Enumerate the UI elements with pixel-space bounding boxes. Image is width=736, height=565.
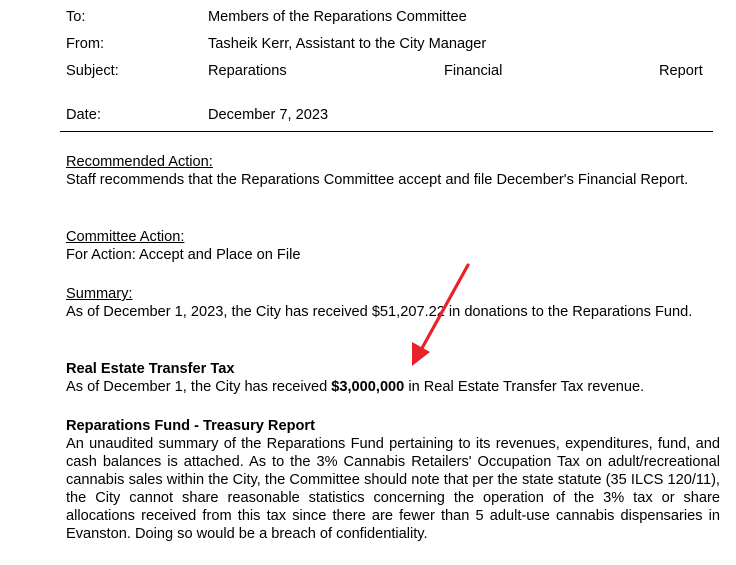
arrow-head — [412, 342, 430, 366]
subject-label: Subject: — [66, 63, 119, 79]
transfer-tax-heading: Real Estate Transfer Tax — [66, 361, 235, 377]
summary-body: As of December 1, 2023, the City has received $51,207.22 in donations to the Reparations Fund. — [66, 304, 693, 320]
from-label: From: — [66, 36, 105, 52]
subject-word-2: Financial — [444, 63, 503, 79]
memo-from-row — [66, 34, 708, 54]
arrow-shaft — [421, 265, 468, 350]
transfer-tax-body-start: As of December 1, the City has received — [66, 379, 332, 395]
to-value: Members of the Reparations Committee — [208, 9, 467, 25]
date-label: Date: — [66, 107, 101, 123]
to-label: To: — [66, 9, 86, 25]
transfer-tax-section — [66, 360, 720, 396]
summary-heading: Summary: — [66, 286, 133, 302]
memo-date-row — [66, 105, 708, 125]
treasury-report-body: An unaudited summary of the Reparations Fund pertaining to its revenues, expenditures, fund, and cash balances is attached. As to the 3% Cannabis Retailers' Occupation Tax on adult/recreational cannabis sales within the City, the Committee should note that per the state statute (35 ILCS 120/11), the City cannot share reasonable statistics concerning the operation of the 3% tax or share allocations received from this tax since there are fewer than 5 adult-use cannabis dispensaries in Evanston. Doing so would be a breach of confidentiality. — [66, 436, 720, 542]
recommended-action-section — [66, 153, 720, 189]
treasury-report-section — [66, 417, 720, 543]
summary-section — [66, 285, 720, 321]
committee-action-section — [66, 228, 720, 264]
from-value: Tasheik Kerr, Assistant to the City Manager — [208, 36, 487, 52]
header-divider — [60, 131, 713, 132]
subject-word-3: Report — [659, 63, 703, 79]
committee-action-heading: Committee Action: — [66, 229, 185, 245]
transfer-tax-body — [66, 378, 720, 396]
treasury-report-heading: Reparations Fund - Treasury Report — [66, 418, 315, 434]
transfer-tax-amount: $3,000,000 — [331, 379, 405, 395]
memo-subject-row — [66, 61, 708, 81]
transfer-tax-body-end: in Real Estate Transfer Tax revenue. — [404, 379, 645, 395]
recommended-action-body: Staff recommends that the Reparations Committee accept and file December's Financial Report. — [66, 172, 689, 188]
memo-to-row — [66, 7, 708, 27]
subject-word-1: Reparations — [208, 63, 287, 79]
annotation-arrow-icon — [400, 262, 475, 372]
date-value: December 7, 2023 — [208, 107, 329, 123]
recommended-action-heading: Recommended Action: — [66, 154, 213, 170]
committee-action-body: For Action: Accept and Place on File — [66, 247, 301, 263]
